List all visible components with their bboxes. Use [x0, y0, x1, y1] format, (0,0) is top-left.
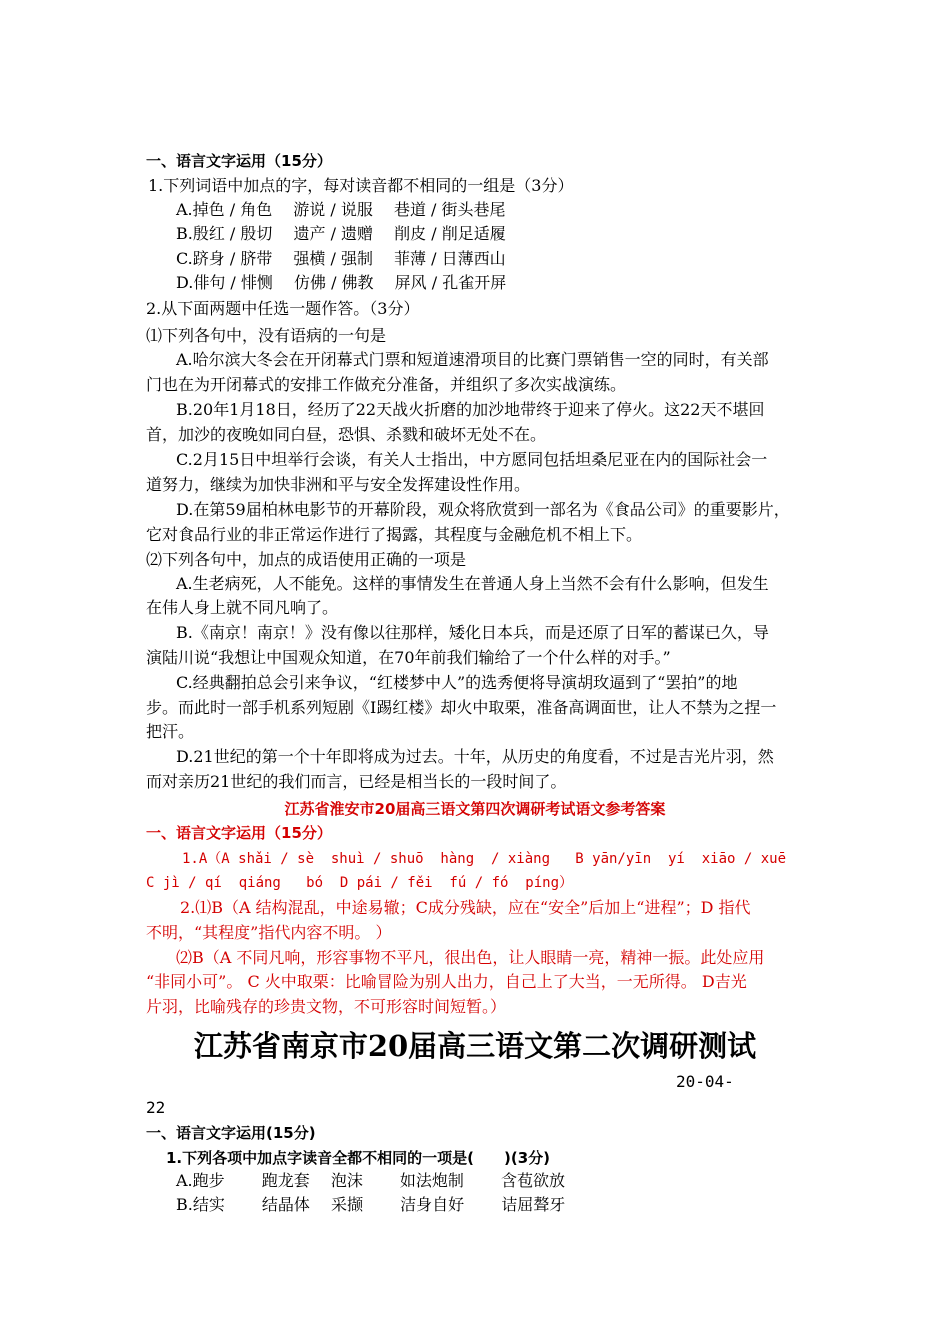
answer-line: C jì / qí qiáng bó D pái / fěi fú / fó píng）: [146, 875, 574, 891]
answers-title: 江苏省淮安市20届高三语文第四次调研考试语文参考答案: [284, 800, 666, 818]
section-heading-2: 一、语言文字运用(15分): [146, 1124, 316, 1142]
question-2a-stem: ⑴下列各句中，没有语病的一句是: [146, 326, 387, 345]
p2-q1-option-a: A.跑步 跑龙套 泡沫 如法炮制 含苞欲放: [176, 1171, 565, 1190]
q2b-line: C.经典翻拍总会引来争议，“红楼梦中人”的选秀便将导演胡玫逼到了“罢拍”的地: [176, 673, 738, 692]
answers-heading: 一、语言文字运用（15分）: [146, 824, 332, 842]
q1-option-b: B.殷红 / 殷切 遗产 / 遗赠 削皮 / 削足适履: [176, 224, 506, 243]
question-2b-stem: ⑵下列各句中，加点的成语使用正确的一项是: [146, 550, 467, 569]
q2a-line: 门也在为开闭幕式的安排工作做充分准备，并组织了多次实战演练。: [146, 375, 627, 394]
question-1-stem: 1.下列词语中加点的字，每对读音都不相同的一组是（3分）: [148, 176, 574, 195]
q2a-line: D.在第59届柏林电影节的开幕阶段，观众将欣赏到一部名为《食品公司》的重要影片，: [176, 500, 790, 519]
q2a-line: 首，加沙的夜晚如同白昼，恐惧、杀戮和破坏无处不在。: [146, 425, 547, 444]
q2b-line: D.21世纪的第一个十年即将成为过去。十年，从历史的角度看，不过是吉光片羽，然: [176, 747, 774, 766]
answer-line: 不明，“其程度”指代内容不明。 ）: [146, 923, 392, 942]
q1-option-a: A.掉色 / 角色 游说 / 说服 巷道 / 街头巷尾: [176, 200, 506, 219]
q1-option-d: D.俳句 / 悱恻 仿佛 / 佛教 屏风 / 孔雀开屏: [176, 273, 507, 292]
q2b-line: 而对亲历21世纪的我们而言，已经是相当长的一段时间了。: [146, 772, 567, 791]
answer-line: 片羽，比喻残存的珍贵文物，不可形容时间短暂。）: [146, 997, 507, 1016]
q2b-line: 演陆川说“我想让中国观众知道，在70年前我们输给了一个什么样的对手。”: [146, 648, 671, 667]
q2b-line: 在伟人身上就不同凡响了。: [146, 598, 339, 617]
exam-date-cont: 22: [146, 1098, 166, 1117]
q2a-line: 道努力，继续为加快非洲和平与安全发挥建设性作用。: [146, 475, 531, 494]
q2b-line: B.《南京！南京！》没有像以往那样，矮化日本兵，而是还原了日军的蓄谋已久，导: [176, 623, 769, 642]
answer-line: 2.⑴B（A 结构混乱，中途易辙；C成分残缺，应在“安全”后加上“进程”；D 指代: [180, 898, 751, 917]
q1-option-c: C.跻身 / 脐带 强横 / 强制 菲薄 / 日薄西山: [176, 249, 506, 268]
p2-question-1-stem: 1.下列各项中加点字读音全都不相同的一项是( )(3分): [166, 1149, 550, 1167]
q2a-line: A.哈尔滨大冬会在开闭幕式门票和短道速滑项目的比赛门票销售一空的同时，有关部: [176, 350, 769, 369]
answer-line: “非同小可”。 C 火中取栗：比喻冒险为别人出力，自己上了大当，一无所得。 D吉光: [146, 972, 747, 991]
q2b-line: 把汗。: [146, 722, 195, 741]
q2a-line: B.20年1月18日，经历了22天战火折磨的加沙地带终于迎来了停火。这22天不堪回: [176, 400, 765, 419]
question-2-stem: 2.从下面两题中任选一题作答。（3分）: [146, 299, 420, 318]
q2b-line: 步。而此时一部手机系列短剧《I踢红楼》却火中取栗，准备高调面世，让人不禁为之捏一: [146, 698, 777, 717]
q2a-line: 它对食品行业的非正常运作进行了揭露，其程度与金融危机不相上下。: [146, 525, 643, 544]
q2a-line: C.2月15日中坦举行会谈，有关人士指出，中方愿同包括坦桑尼亚在内的国际社会一: [176, 450, 768, 469]
p2-q1-option-b: B.结实 结晶体 采撷 洁身自好 诘屈聱牙: [176, 1195, 566, 1214]
answer-line: 1.A（A shǎi / sè shuì / shuō hàng / xiàng B yān/yīn yí xiāo / xuē: [182, 851, 787, 867]
section-heading: 一、语言文字运用（15分）: [146, 152, 332, 170]
answer-line: ⑵B（A 不同凡响，形容事物不平凡，很出色，让人眼睛一亮，精神一振。此处应用: [176, 948, 765, 967]
exam-date: 20-04-: [676, 1072, 734, 1091]
q2b-line: A.生老病死，人不能免。这样的事情发生在普通人身上当然不会有什么影响，但发生: [176, 574, 769, 593]
exam-title: 江苏省南京市20届高三语文第二次调研测试: [193, 1029, 757, 1063]
